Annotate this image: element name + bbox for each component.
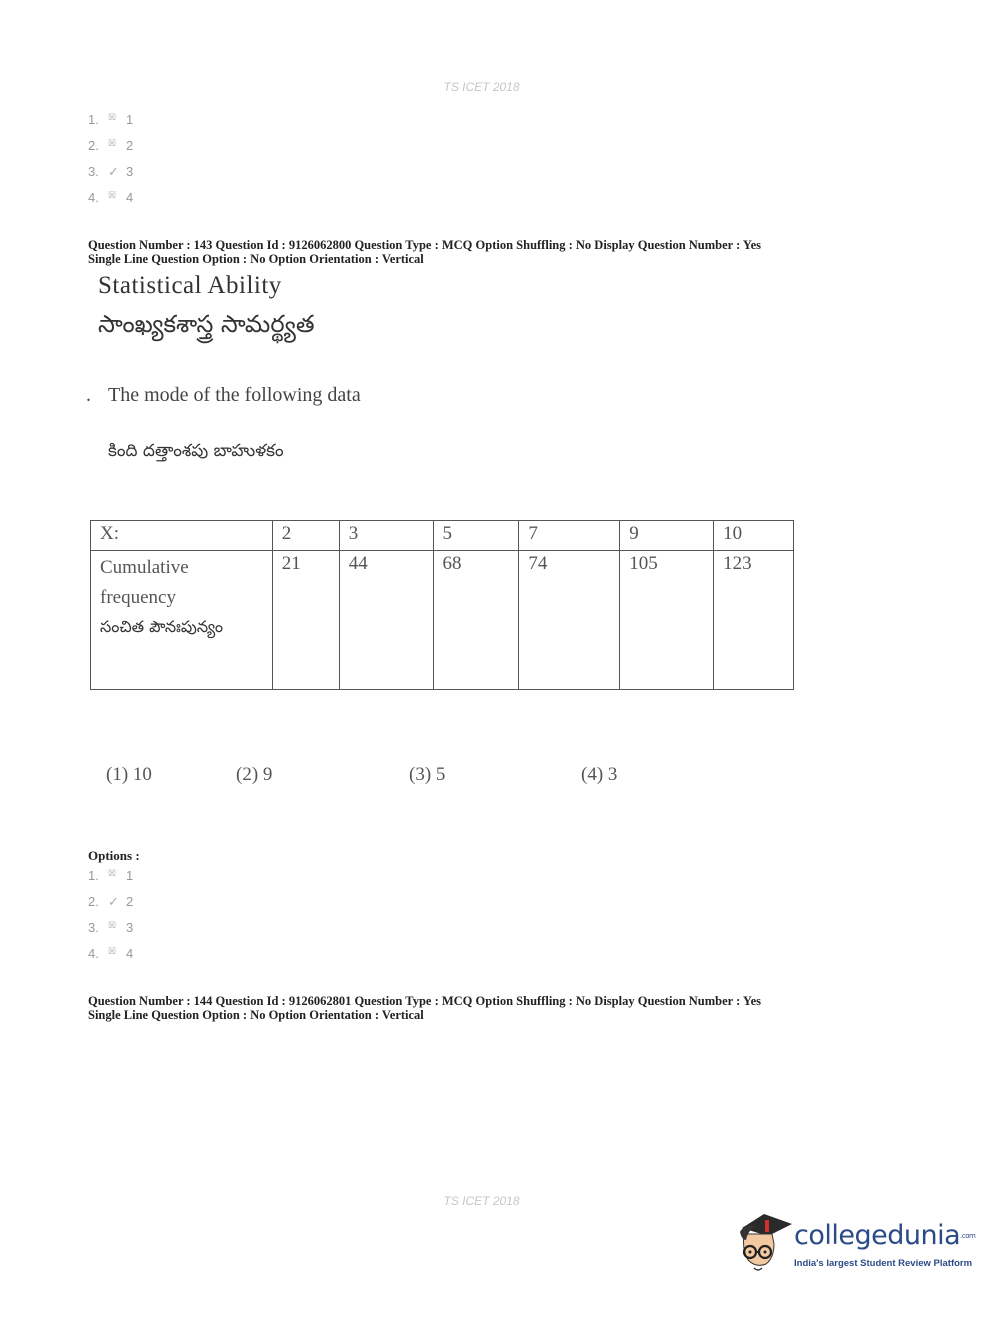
logo-wordmark xyxy=(794,1220,975,1251)
question-meta-line: Single Line Question Option : No Option Orientation : Vertical xyxy=(88,252,424,266)
option-row xyxy=(88,868,133,894)
option-value: 2 xyxy=(126,894,134,909)
answer-choice: (1) 10 xyxy=(106,764,152,785)
question-143-options-list xyxy=(88,868,133,972)
options-label: Options : xyxy=(88,848,140,863)
table-cell-cf: 74 xyxy=(519,551,620,690)
answer-choice: (2) 9 xyxy=(236,764,273,785)
option-number: 1. xyxy=(88,868,99,883)
logo-dotcom: .com xyxy=(960,1232,976,1240)
table-cell-x: 3 xyxy=(339,521,433,551)
previous-options-list xyxy=(88,112,133,216)
question-143-meta xyxy=(88,238,761,266)
answer-choice: (4) 3 xyxy=(581,764,618,785)
option-value: 3 xyxy=(126,920,134,935)
table-row-x xyxy=(91,521,794,551)
table-cell-cf: 105 xyxy=(620,551,714,690)
option-row xyxy=(88,138,133,164)
option-number: 2. xyxy=(88,894,99,909)
wrong-mark-icon: ☒ xyxy=(108,920,117,930)
option-number: 4. xyxy=(88,946,99,961)
table-cell-cf: 68 xyxy=(433,551,519,690)
logo-name: collegedunia xyxy=(794,1220,961,1251)
question-144-meta xyxy=(88,994,761,1022)
option-value: 2 xyxy=(126,138,134,153)
option-value: 4 xyxy=(126,946,134,961)
question-marker: . xyxy=(86,384,91,406)
table-cell-x: 9 xyxy=(620,521,714,551)
checkmark-icon: ✓ xyxy=(108,164,119,179)
option-value: 4 xyxy=(126,190,134,205)
wrong-mark-icon: ☒ xyxy=(108,138,117,148)
frequency-table xyxy=(90,520,794,690)
question-text-english xyxy=(86,384,361,407)
mascot-icon xyxy=(734,1210,794,1280)
table-cell-x: 5 xyxy=(433,521,519,551)
section-title-english: Statistical Ability xyxy=(98,272,282,299)
option-number: 3. xyxy=(88,164,99,179)
question-meta-line: Question Number : 143 Question Id : 9126062800 Question Type : MCQ Option Shuffling : No Display Question Number : Yes xyxy=(88,238,761,252)
option-row xyxy=(88,190,133,216)
cf-label-telugu: సంచిత పౌనఃపున్యం xyxy=(100,617,224,636)
table-cell-cf: 21 xyxy=(272,551,339,690)
table-header-cumulative-frequency xyxy=(91,551,273,690)
wrong-mark-icon: ☒ xyxy=(108,112,117,122)
answer-choice: (3) 5 xyxy=(409,764,446,785)
question-text-telugu: కింది దత్తాంశపు బాహుళకం xyxy=(108,441,284,461)
table-cell-x: 2 xyxy=(272,521,339,551)
page-footer: TS ICET 2018 xyxy=(443,1194,520,1208)
option-number: 1. xyxy=(88,112,99,127)
table-row-cumulative-frequency xyxy=(91,551,794,690)
question-meta-line: Question Number : 144 Question Id : 9126062801 Question Type : MCQ Option Shuffling : No Display Question Number : Yes xyxy=(88,994,761,1008)
checkmark-icon: ✓ xyxy=(108,894,119,909)
table-cell-cf: 123 xyxy=(714,551,794,690)
option-value: 1 xyxy=(126,868,134,883)
table-cell-cf: 44 xyxy=(339,551,433,690)
option-number: 3. xyxy=(88,920,99,935)
table-cell-x: 10 xyxy=(714,521,794,551)
option-number: 2. xyxy=(88,138,99,153)
question-text: The mode of the following data xyxy=(108,384,361,406)
logo-tagline: India's largest Student Review Platform xyxy=(794,1258,973,1269)
wrong-mark-icon: ☒ xyxy=(108,946,117,956)
option-value: 3 xyxy=(126,164,134,179)
wrong-mark-icon: ☒ xyxy=(108,868,117,878)
page-header: TS ICET 2018 xyxy=(443,80,520,94)
cf-label-line: Cumulative xyxy=(100,557,189,578)
collegedunia-logo xyxy=(734,1210,976,1280)
option-row xyxy=(88,946,133,972)
section-title-telugu: సాంఖ్యకశాస్త్ర సామర్థ్యత xyxy=(98,310,315,338)
table-header-x: X: xyxy=(91,521,273,551)
option-value: 1 xyxy=(126,112,134,127)
option-number: 4. xyxy=(88,190,99,205)
question-meta-line: Single Line Question Option : No Option Orientation : Vertical xyxy=(88,1008,424,1022)
table-cell-x: 7 xyxy=(519,521,620,551)
wrong-mark-icon: ☒ xyxy=(108,190,117,200)
cf-label-line: frequency xyxy=(100,587,176,608)
